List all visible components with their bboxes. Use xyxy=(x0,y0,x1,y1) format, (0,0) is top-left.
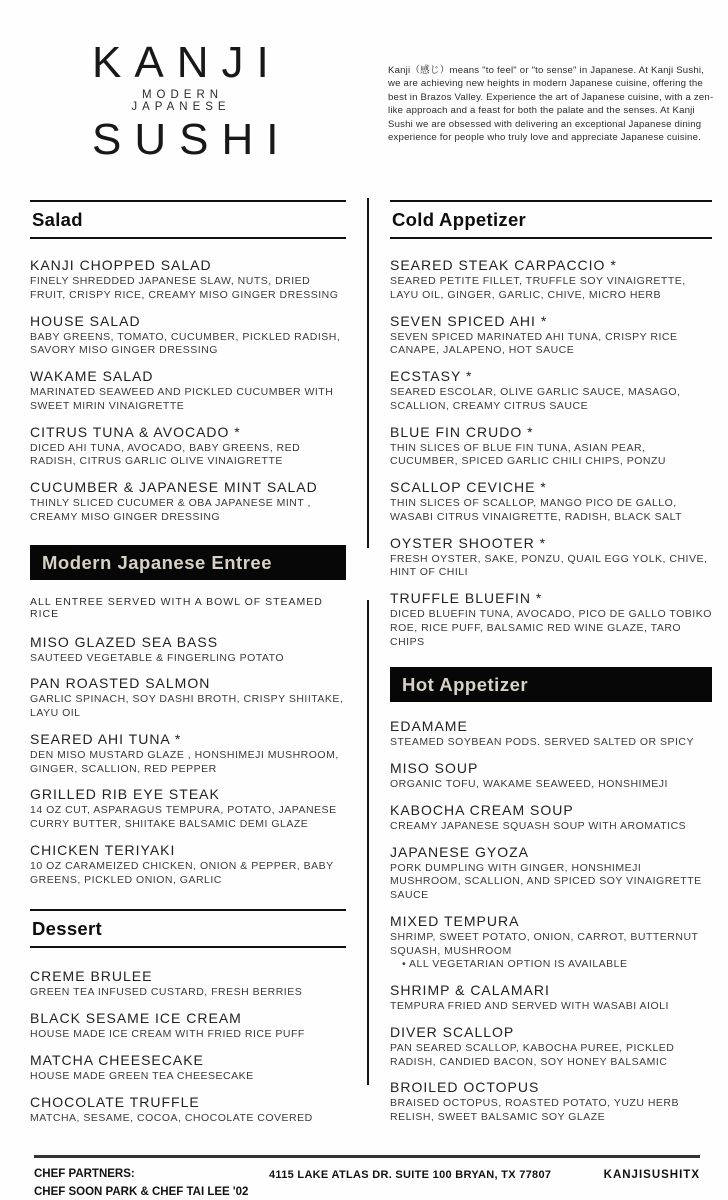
item-name: EDAMAME xyxy=(390,718,468,735)
intro-paragraph: Kanji（感じ）means "to feel" or "to sense" in Japanese. At Kanji Sushi, we are achieving new heights in modern Japanese cuisine, offering the best in Brazos Valley. Experience the art of Japanese cuisine, with a zen-like approach and a feast for both the palate and the senses. At Kanji Sushi we are obsessed with delivering an exceptional Japanese dining experience for people who truly love and appreciate Japanese cuisine. xyxy=(388,65,714,144)
menu-item xyxy=(30,479,346,525)
item-description: TEMPURA FRIED AND SERVED WITH WASABI AIOLI xyxy=(390,1000,669,1012)
menu-item xyxy=(390,913,712,972)
item-name: CUCUMBER & JAPANESE MINT SALAD xyxy=(30,479,318,495)
item-name: OYSTER SHOOTER * xyxy=(390,534,547,551)
menu-item xyxy=(30,368,346,414)
section-title: Cold Appetizer xyxy=(392,209,527,230)
item-description: SHRIMP, SWEET POTATO, ONION, CARROT, BUTTERNUT SQUASH, MUSHROOM xyxy=(390,930,699,957)
footer xyxy=(34,1166,700,1200)
menu-item xyxy=(390,257,712,303)
brand-logo xyxy=(86,38,292,165)
item-name: KABOCHA CREAM SOUP xyxy=(390,801,574,818)
menu-item xyxy=(390,590,712,649)
item-name: TRUFFLE BLUEFIN * xyxy=(390,590,543,606)
menu-item xyxy=(390,982,712,1014)
item-name: KANJI CHOPPED SALAD xyxy=(30,257,212,273)
menu-item xyxy=(30,786,346,832)
item-description: SEVEN SPICED MARINATED AHI TUNA, CRISPY RICE CANAPE, JALAPENO, HOT SAUCE xyxy=(390,330,678,357)
item-description: CREAMY JAPANESE SQUASH SOUP WITH AROMATICS xyxy=(390,819,687,832)
item-description: DEN MISO MUSTARD GLAZE , HONSHIMEJI MUSHROOM, GINGER, SCALLION, RED PEPPER xyxy=(30,748,339,775)
item-description: MARINATED SEAWEED AND PICKLED CUCUMBER WITH SWEET MIRIN VINAIGRETTE xyxy=(30,386,334,412)
item-name: HOUSE SALAD xyxy=(30,312,141,329)
menu-item xyxy=(390,760,712,792)
item-description: THINLY SLICED CUCUMER & OBA JAPANESE MINT , CREAMY MISO GINGER DRESSING xyxy=(30,497,311,523)
brand-tagline: MODERN JAPANESE xyxy=(131,89,231,114)
chef-partners xyxy=(34,1166,269,1200)
menu-item xyxy=(30,1010,346,1042)
section-salad-header xyxy=(30,200,346,239)
menu-item xyxy=(390,535,712,581)
item-name: SCALLOP CEVICHE * xyxy=(390,479,547,495)
item-name: BLACK SESAME ICE CREAM xyxy=(30,1010,242,1026)
brand-name-top: KANJI xyxy=(92,38,282,87)
menu-item xyxy=(390,1024,712,1070)
item-name: JAPANESE GYOZA xyxy=(390,843,529,860)
item-name: SEVEN SPICED AHI * xyxy=(390,312,548,329)
item-name: SEARED STEAK CARPACCIO * xyxy=(390,257,617,273)
item-name: DIVER SCALLOP xyxy=(390,1023,515,1040)
menu-item xyxy=(30,842,346,888)
menu-item xyxy=(390,424,712,470)
item-description: GARLIC SPINACH, SOY DASHI BROTH, CRISPY SHIITAKE, LAYU OIL xyxy=(30,693,344,719)
section-dessert-header xyxy=(30,909,346,948)
item-description: SEARED PETITE FILLET, TRUFFLE SOY VINAIGRETTE, LAYU OIL, GINGER, GARLIC, CHIVE, MICRO HERB xyxy=(390,275,686,301)
item-description: GREEN TEA INFUSED CUSTARD, FRESH BERRIES xyxy=(30,986,303,999)
menu-item xyxy=(30,257,346,303)
item-description: DICED AHI TUNA, AVOCADO, BABY GREENS, RED RADISH, CITRUS GARLIC OLIVE VINAIGRETTE xyxy=(30,441,301,468)
item-description: THIN SLICES OF BLUE FIN TUNA, ASIAN PEAR, CUCUMBER, SPICED GARLIC CHILI CHIPS, PONZU xyxy=(390,441,666,468)
left-column xyxy=(30,200,346,1135)
item-name: CREME BRULEE xyxy=(30,968,153,985)
menu-item xyxy=(30,634,346,666)
brand-name-bottom: SUSHI xyxy=(92,115,292,165)
menu-item xyxy=(390,368,712,414)
menu-item xyxy=(30,968,346,1000)
section-title: Salad xyxy=(32,209,83,230)
item-name: CHICKEN TERIYAKI xyxy=(30,841,176,858)
section-cold-appetizer-header xyxy=(390,200,712,239)
item-name: MISO GLAZED SEA BASS xyxy=(30,633,219,650)
item-description: HOUSE MADE GREEN TEA CHEESECAKE xyxy=(30,1069,254,1082)
menu-item xyxy=(390,844,712,903)
item-description: HOUSE MADE ICE CREAM WITH FRIED RICE PUFF xyxy=(30,1028,305,1040)
item-name: GRILLED RIB EYE STEAK xyxy=(30,786,220,803)
menu-item xyxy=(30,1052,346,1084)
right-column xyxy=(390,200,712,1135)
menu-item xyxy=(30,424,346,470)
item-name: SHRIMP & CALAMARI xyxy=(390,982,550,998)
item-name: BROILED OCTOPUS xyxy=(390,1079,540,1096)
item-name: MISO SOUP xyxy=(390,760,479,776)
menu-item xyxy=(390,1079,712,1125)
footer-divider xyxy=(34,1155,700,1158)
section-hot-appetizer-header xyxy=(390,667,712,702)
item-description: FINELY SHREDDED JAPANESE SLAW, NUTS, DRIED FRUIT, CRISPY RICE, CREAMY MISO GINGER DRESSING xyxy=(30,275,339,301)
restaurant-address: 4115 LAKE ATLAS DR. SUITE 100 BRYAN, TX 77807 xyxy=(269,1169,552,1181)
item-description: ORGANIC TOFU, WAKAME SEAWEED, HONSHIMEJI xyxy=(390,778,668,790)
item-description: 14 OZ CUT, ASPARAGUS TEMPURA, POTATO, JAPANESE CURRY BUTTER, SHIITAKE BALSAMIC DEMI GLAZE xyxy=(30,804,337,830)
item-description: STEAMED SOYBEAN PODS. SERVED SALTED OR SPICY xyxy=(390,736,695,749)
item-description: BABY GREENS, TOMATO, CUCUMBER, PICKLED RADISH, SAVORY MISO GINGER DRESSING xyxy=(30,330,341,357)
section-title: Modern Japanese Entree xyxy=(42,551,272,573)
item-description: MATCHA, SESAME, COCOA, CHOCOLATE COVERED xyxy=(30,1111,313,1124)
item-description: PORK DUMPLING WITH GINGER, HONSHIMEJI MUSHROOM, SCALLION, AND SPICED SOY VINAIGRETTE SAUCE xyxy=(390,861,702,901)
item-name: WAKAME SALAD xyxy=(30,368,154,384)
item-name: CITRUS TUNA & AVOCADO * xyxy=(30,423,241,440)
item-description: THIN SLICES OF SCALLOP, MANGO PICO DE GALLO, WASABI CITRUS VINAIGRETTE, RADISH, BLACK SALT xyxy=(390,497,683,523)
column-divider-bottom xyxy=(367,600,369,1085)
item-name: MATCHA CHEESECAKE xyxy=(30,1051,204,1068)
item-name: PAN ROASTED SALMON xyxy=(30,675,211,692)
column-divider-top xyxy=(367,198,369,548)
menu-item xyxy=(30,313,346,359)
item-name: BLUE FIN CRUDO * xyxy=(390,423,534,440)
item-name: ECSTASY * xyxy=(390,368,473,384)
menu-item xyxy=(390,313,712,359)
item-description: DICED BLUEFIN TUNA, AVOCADO, PICO DE GALLO TOBIKO ROE, RICE PUFF, BALSAMIC RED WINE GLAZE, TARO CHIPS xyxy=(390,608,712,648)
entree-note: ALL ENTREE SERVED WITH A BOWL OF STEAMED RICE xyxy=(30,595,323,620)
social-handle: KANJISUSHITX xyxy=(603,1169,700,1181)
menu-item xyxy=(390,718,712,750)
menu-item xyxy=(30,1094,346,1126)
section-title: Dessert xyxy=(32,918,102,940)
item-description: SAUTEED VEGETABLE & FINGERLING POTATO xyxy=(30,651,285,664)
item-description: SEARED ESCOLAR, OLIVE GARLIC SAUCE, MASAGO, SCALLION, CREAMY CITRUS SAUCE xyxy=(390,386,681,412)
chef-partners-label: CHEF PARTNERS: xyxy=(34,1168,135,1180)
item-name: CHOCOLATE TRUFFLE xyxy=(30,1093,200,1110)
item-name: SEARED AHI TUNA * xyxy=(30,730,182,747)
item-name: MIXED TEMPURA xyxy=(390,912,520,929)
menu-item xyxy=(390,802,712,834)
menu-item xyxy=(30,675,346,721)
section-title: Hot Appetizer xyxy=(402,674,529,696)
chef-partners-names: CHEF SOON PARK & CHEF TAI LEE '02 xyxy=(34,1185,249,1198)
item-description: 10 OZ CARAMEIZED CHICKEN, ONION & PEPPER, BABY GREENS, PICKLED ONION, GARLIC xyxy=(30,859,334,886)
item-vegetarian-note: • ALL VEGETARIAN OPTION IS AVAILABLE xyxy=(402,958,628,971)
section-entree-header xyxy=(30,545,346,580)
item-description: FRESH OYSTER, SAKE, PONZU, QUAIL EGG YOLK, CHIVE, HINT OF CHILI xyxy=(390,552,708,579)
item-description: BRAISED OCTOPUS, ROASTED POTATO, YUZU HERB RELISH, SWEET BALSAMIC SOY GLAZE xyxy=(390,1097,679,1123)
menu-item xyxy=(30,731,346,777)
item-description: PAN SEARED SCALLOP, KABOCHA PUREE, PICKLED RADISH, CANDIED BACON, SOY HONEY BALSAMIC xyxy=(390,1041,675,1068)
menu-item xyxy=(390,479,712,525)
